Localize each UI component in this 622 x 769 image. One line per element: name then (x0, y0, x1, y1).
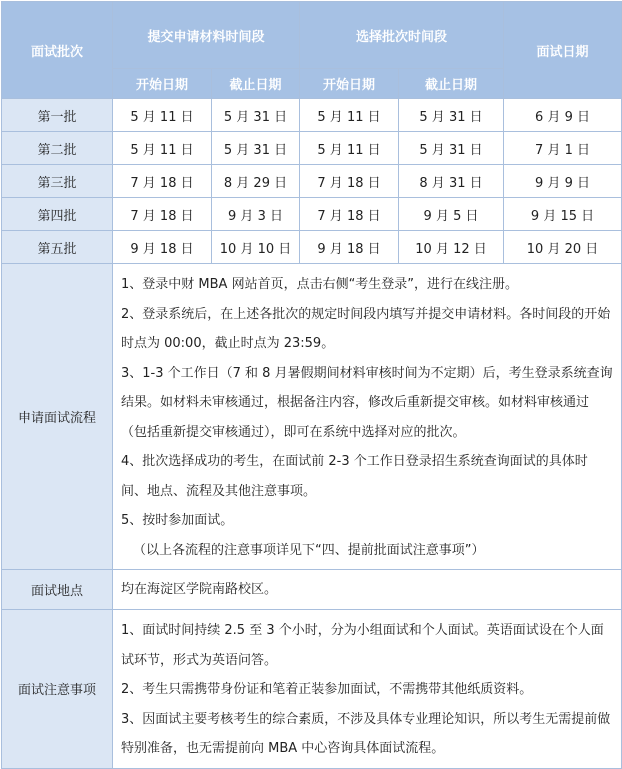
apply-end-date: 5 月 31 日 (212, 132, 300, 165)
interview-date: 10 月 20 日 (504, 231, 622, 264)
interview-date-header: 面试日期 (504, 2, 622, 99)
batch-name: 第二批 (2, 132, 113, 165)
interview-date: 6 月 9 日 (504, 99, 622, 132)
batch-header: 面试批次 (2, 2, 113, 99)
apply-period-header: 提交申请材料时间段 (113, 2, 300, 69)
choose-end-date: 10 月 12 日 (399, 231, 504, 264)
batch-name: 第四批 (2, 198, 113, 231)
interview-schedule-table (1, 1, 622, 769)
interview-date: 7 月 1 日 (504, 132, 622, 165)
choose-period-header: 选择批次时间段 (300, 2, 504, 69)
location-content: 均在海淀区学院南路校区。 (113, 570, 622, 610)
process-row (2, 264, 622, 570)
choose-end-date: 8 月 31 日 (399, 165, 504, 198)
apply-end-date: 8 月 29 日 (212, 165, 300, 198)
notice-item: 2、考生只需携带身份证和笔着正装参加面试，不需携带其他纸质资料。 (121, 682, 533, 697)
batch-name: 第三批 (2, 165, 113, 198)
process-step: 3、1-3 个工作日（7 和 8 月暑假期间材料审核时间为不定期）后，考生登录系统查询结果。如材料未审核通过，根据备注内容，修改后重新提交审核。如材料审核通过（包括重新提交审核通过），即可在系统中选择对应的批次。 (121, 365, 613, 440)
process-content (113, 264, 622, 570)
apply-start-date: 9 月 18 日 (113, 231, 212, 264)
choose-end-date: 5 月 31 日 (399, 132, 504, 165)
choose-end-date: 5 月 31 日 (399, 99, 504, 132)
choose-start-header: 开始日期 (300, 69, 399, 99)
apply-end-date: 10 月 10 日 (212, 231, 300, 264)
choose-start-date: 7 月 18 日 (300, 198, 399, 231)
apply-end-date: 9 月 3 日 (212, 198, 300, 231)
notice-item: 3、因面试主要考核考生的综合素质，不涉及具体专业理论知识，所以考生无需提前做特别准备，也无需提前向 MBA 中心咨询具体面试流程。 (121, 711, 611, 756)
batch-name: 第一批 (2, 99, 113, 132)
table-row (2, 99, 622, 132)
choose-start-date: 9 月 18 日 (300, 231, 399, 264)
choose-start-date: 5 月 11 日 (300, 132, 399, 165)
process-step: 2、登录系统后，在上述各批次的规定时间段内填写并提交申请材料。各时间段的开始时点为 00:00，截止时点为 23:59。 (121, 306, 611, 351)
notices-label: 面试注意事项 (2, 610, 113, 769)
notice-item: 1、面试时间持续 2.5 至 3 个小时，分为小组面试和个人面试。英语面试设在个人面试环节，形式为英语问答。 (121, 623, 604, 668)
apply-end-header: 截止日期 (212, 69, 300, 99)
process-label: 申请面试流程 (2, 264, 113, 570)
location-label: 面试地点 (2, 570, 113, 610)
apply-start-date: 7 月 18 日 (113, 198, 212, 231)
location-row (2, 570, 622, 610)
choose-end-header: 截止日期 (399, 69, 504, 99)
process-note: （以上各流程的注意事项详见下“四、提前批面试注意事项”） (133, 542, 485, 558)
process-step: 1、登录中财 MBA 网站首页，点击右侧“考生登录”，进行在线注册。 (121, 277, 519, 292)
apply-start-date: 5 月 11 日 (113, 99, 212, 132)
apply-start-date: 7 月 18 日 (113, 165, 212, 198)
choose-start-date: 5 月 11 日 (300, 99, 399, 132)
process-step: 4、批次选择成功的考生，在面试前 2-3 个工作日登录招生系统查询面试的具体时间、地点、流程及其他注意事项。 (121, 454, 588, 499)
table-row (2, 132, 622, 165)
batch-name: 第五批 (2, 231, 113, 264)
apply-start-date: 5 月 11 日 (113, 132, 212, 165)
interview-date: 9 月 15 日 (504, 198, 622, 231)
apply-start-header: 开始日期 (113, 69, 212, 99)
apply-end-date: 5 月 31 日 (212, 99, 300, 132)
notices-content (113, 610, 622, 769)
choose-start-date: 7 月 18 日 (300, 165, 399, 198)
process-step: 5、按时参加面试。 (121, 513, 234, 528)
table-row (2, 231, 622, 264)
notices-row (2, 610, 622, 769)
table-row (2, 198, 622, 231)
choose-end-date: 9 月 5 日 (399, 198, 504, 231)
interview-date: 9 月 9 日 (504, 165, 622, 198)
header-row (2, 2, 622, 69)
table-row (2, 165, 622, 198)
